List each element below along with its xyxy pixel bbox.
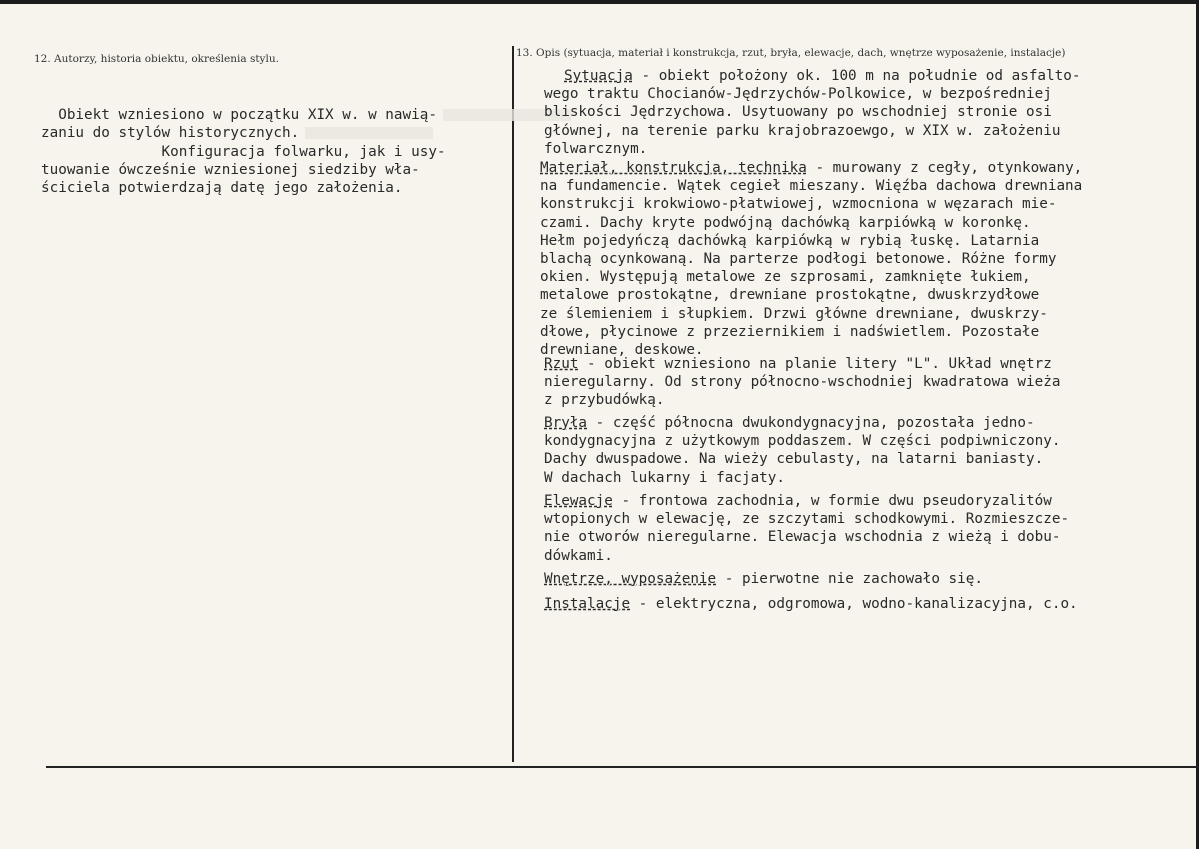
material-line: konstrukcji krokwiowo-płatwiowej, wzmocniona w węzarach mie- <box>540 196 1057 213</box>
material-line: okien. Występują metalowe ze szprosami, zamknięte łukiem, <box>540 269 1031 286</box>
sytuacja-title: Sytuacja <box>564 68 633 84</box>
elewacje-line: dówkami. <box>544 547 613 564</box>
sytuacja-section <box>544 67 1080 158</box>
section-13-heading: 13. Opis (sytuacja, materiał i konstrukcja, rzut, bryła, elewacje, dach, wnętrze wyposażenie, instalacje) <box>516 47 1066 59</box>
bryla-title: Bryła <box>544 415 588 431</box>
material-line: Hełm pojedyńczą dachówką karpiówką w rybią łuskę. Latarnia <box>540 232 1040 249</box>
sytuacja-line: bliskości Jędrzychowa. Usytuowany po wschodniej stronie osi <box>544 104 1052 121</box>
material-line: dłowe, płycinowe z przeziernikiem i nadświetlem. Pozostałe <box>540 323 1040 340</box>
wnetrze-text: - pierwotne nie zachowało się. <box>716 571 983 587</box>
elewacje-line: nie otworów nieregularne. Elewacja wschodnia z wieżą i dobu- <box>544 529 1061 546</box>
bryla-line: W dachach lukarny i facjaty. <box>544 469 786 486</box>
material-section <box>540 159 1082 359</box>
history-line: ściciela potwierdzają datę jego założenia. <box>41 180 403 197</box>
history-line: Konfiguracja folwarku, jak i usy- <box>41 143 446 160</box>
sytuacja-line: głównej, na terenie parku krajobrazoewgo, w XIX w. założeniu <box>544 122 1061 139</box>
material-line: czami. Dachy kryte podwójną dachówką karpiówką w koronkę. <box>540 214 1031 231</box>
elewacje-line: wtopionych w elewację, ze szczytami schodkowymi. Rozmieszcze- <box>544 511 1070 528</box>
instalacje-text: - elektryczna, odgromowa, wodno-kanalizacyjna, c.o. <box>630 596 1078 612</box>
sytuacja-text: - obiekt położony ok. 100 m na południe od asfalto- <box>632 68 1081 84</box>
elewacje-section <box>544 492 1069 565</box>
material-title: Materiał, konstrukcja, technika <box>540 160 807 176</box>
history-line: Obiekt wzniesiono w początku XIX w. w nawią- <box>58 107 437 124</box>
history-line: zaniu do stylów historycznych. <box>41 125 300 142</box>
material-text: - murowany z cegły, otynkowany, <box>806 160 1083 176</box>
wnetrze-section <box>544 570 983 588</box>
wnetrze-title: Wnętrze, wyposażenie <box>544 571 717 587</box>
rzut-title: Rzut <box>544 356 579 372</box>
rzut-line: nieregularny. Od strony północno-wschodniej kwadratowa wieża <box>544 374 1061 391</box>
redaction-mark <box>305 127 433 139</box>
material-line: metalowe prostokątne, drewniane prostokątne, dwuskrzydłowe <box>540 287 1040 304</box>
elewacje-text: - frontowa zachodnia, w formie dwu pseudoryzalitów <box>612 493 1052 509</box>
bryla-text: - część północna dwukondygnacyjna, pozostała jedno- <box>587 415 1035 431</box>
instalacje-title: Instalacje <box>544 596 631 612</box>
section-12-heading: 12. Autorzy, historia obiektu, określenia stylu. <box>34 53 279 65</box>
material-line: na fundamencie. Wątek cegieł mieszany. Więźba dachowa drewniana <box>540 178 1083 195</box>
elewacje-title: Elewacje <box>544 493 613 509</box>
rzut-text: - obiekt wzniesiono na planie litery "L". Układ wnętrz <box>578 356 1052 372</box>
sytuacja-line: folwarcznym. <box>544 140 648 157</box>
instalacje-section <box>544 595 1078 613</box>
material-line: blachą ocynkowaną. Na parterze podłogi betonowe. Różne formy <box>540 251 1057 268</box>
bryla-line: Dachy dwuspadowe. Na wieży cebulasty, na latarni baniasty. <box>544 451 1044 468</box>
history-line: tuowanie ówcześnie wzniesionej siedziby wła- <box>41 161 420 178</box>
material-line: ze ślemieniem i słupkiem. Drzwi główne drewniane, dwuskrzy- <box>540 305 1048 322</box>
rzut-line: z przybudówką. <box>544 392 665 409</box>
bryla-section <box>544 414 1060 487</box>
history-paragraph <box>41 88 571 197</box>
material-line: drewniane, deskowe. <box>540 342 704 359</box>
bottom-rule <box>46 766 1198 768</box>
sytuacja-line: wego traktu Chocianów-Jędrzychów-Polkowice, w bezpośredniej <box>544 86 1052 103</box>
rzut-section <box>544 355 1060 410</box>
bryla-line: kondygnacyjna z użytkowym poddaszem. W części podpiwniczony. <box>544 433 1061 450</box>
top-border <box>0 0 1199 4</box>
